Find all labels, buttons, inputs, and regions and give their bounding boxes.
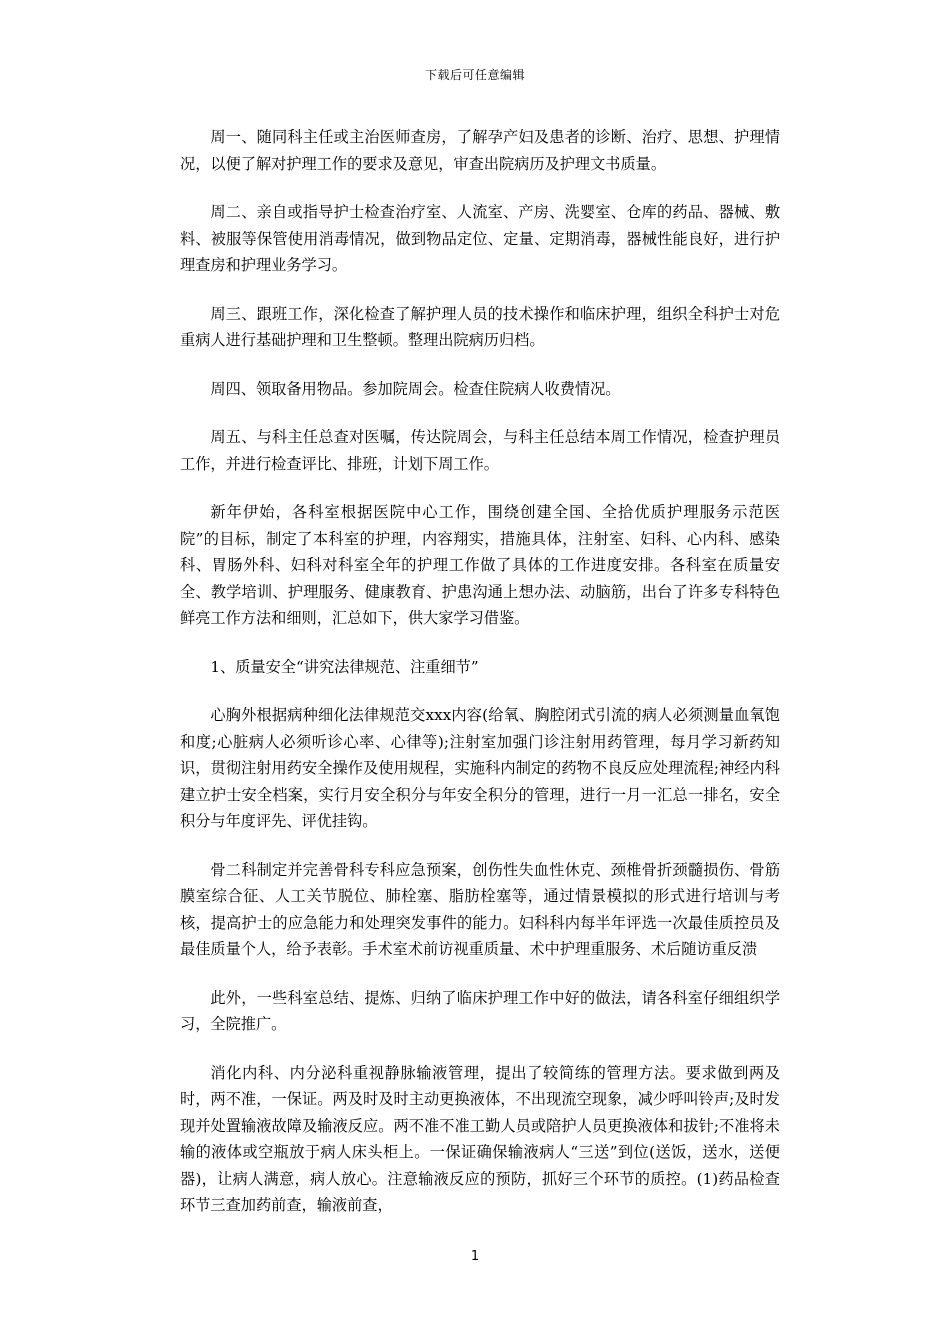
section-heading-quality-safety: 1、质量安全“讲究法律规范、注重细节” [210,657,479,676]
paragraph-friday: 周五、与科主任总查对医嘱，传达院周会，与科主任总结本周工作情况，检查护理员工作，并进行检查评比、排班，计划下周工作。 [180,428,780,473]
paragraph-thursday: 周四、领取备用物品。参加院周会。检查住院病人收费情况。 [210,379,621,398]
paragraph-wednesday: 周三、跟班工作，深化检查了解护理人员的技术操作和临床护理，组织全科护士对危重病人进行基础护理和卫生整顿。整理出院病历归档。 [180,304,780,349]
page-number: 1 [470,1249,480,1264]
paragraph-new-year: 新年伊始，各科室根据医院中心工作，围绕创建全国、全拾优质护理服务示范医院”的目标，制定了本科室的护理，内容翔实，措施具体，注射室、妇科、心内科、感染科、胃肠外科、妇科对科室全年的护理工作做了具体的工作进度安排。各科室在质量安全、教学培训、护理服务、健康教育、护患沟通上想办法、动脑筋，出台了许多专科特色鲜亮工作方法和细则，汇总如下，供大家学习借鉴。 [180,503,780,627]
document-body [180,124,780,1241]
paragraph-monday: 周一、随同科主任或主治医师查房，了解孕产妇及患者的诊断、治疗、思想、护理情况，以便了解对护理工作的要求及意见，审查出院病历及护理文书质量。 [180,128,780,173]
paragraph-orthopedics: 骨二科制定并完善骨科专科应急预案，创伤性失血性休克、颈椎骨折颈髓损伤、骨筋膜室综合征、人工关节脱位、肺栓塞、脂肪栓塞等，通过情景模拟的形式进行培训与考核，提高护士的应急能力和处理突发事件的能力。妇科科内每半年评选一次最佳质控员及最佳质量个人，给予表彰。手术室术前访视重质量、术中护理重服务、术后随访重反溃 [180,860,780,958]
paragraph-gastroenterology: 消化内科、内分泌科重视静脉输液管理，提出了较简练的管理方法。要求做到两及时，两不准，一保证。两及时及时主动更换液体，不出现流空现象，减少呼叫铃声;及时发现并处置输液故障及输液反应。两不准不准工勤人员或陪护人员更换液体和拔针;不准将未输的液体或空瓶放于病人床头柜上。一保证确保输液病人“三送”到位(送饭，送水，送便器)，让病人满意，病人放心。注意输液反应的预防，抓好三个环节的质控。(1)药品检查环节三查加药前查，输液前查， [180,1063,780,1214]
paragraph-cardiothoracic: 心胸外根据病种细化法律规范交xxx内容(给氧、胸腔闭式引流的病人必须测量血氧饱和度;心脏病人必须听诊心率、心律等);注射室加强门诊注射用药管理，每月学习新药知识，贯彻注射用药安全操作及使用规程，实施科内制定的药物不良反应处理流程;神经内科建立护士安全档案，实行月安全积分与年安全积分的管理，进行一月一汇总一排名，安全积分与年度评先、评优挂钩。 [180,706,780,830]
paragraph-tuesday: 周二、亲自或指导护士检查治疗室、人流室、产房、洗婴室、仓库的药品、器械、敷料、被服等保管使用消毒情况，做到物品定位、定量、定期消毒，器械性能良好，进行护理查房和护理业务学习。 [180,203,780,274]
page-header: 下载后可任意编辑 [424,68,525,82]
paragraph-additionally: 此外，一些科室总结、提炼、归纳了临床护理工作中好的做法，请各科室仔细组织学习，全院推广。 [180,988,780,1033]
